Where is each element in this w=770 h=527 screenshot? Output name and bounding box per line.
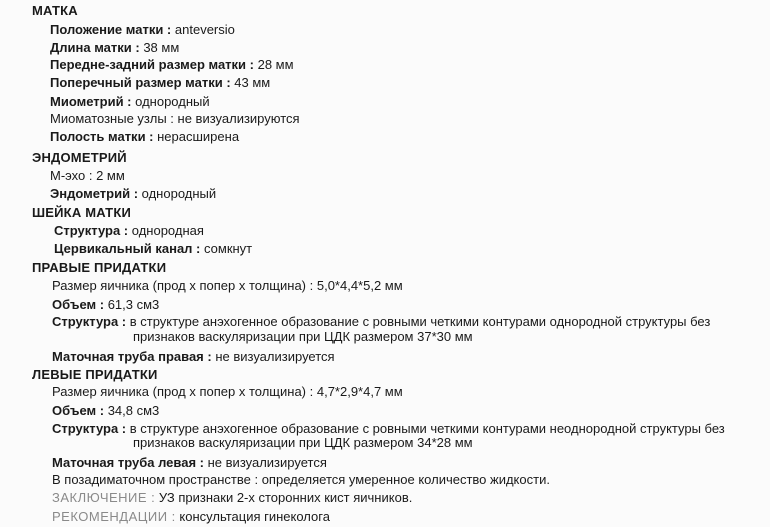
conclusion-row	[52, 490, 412, 505]
endometrium-value: однородный	[141, 186, 217, 201]
retrouterine-label: В позадиматочном пространстве :	[52, 472, 259, 487]
right-ovary-structure-label: Структура :	[52, 314, 127, 329]
left-ovary-structure-label: Структура :	[52, 421, 127, 436]
recommendation-row	[52, 509, 330, 524]
left-ovary-size-value: 4,7*2,9*4,7 мм	[316, 384, 403, 399]
right-ovary-size-label: Размер яичника (прод х попер х толщина) :	[52, 278, 314, 293]
uterus-ap-label: Передне-задний размер матки :	[50, 57, 254, 72]
uterus-transverse-value: 43 мм	[234, 75, 271, 90]
right-tube-value: не визуализируется	[215, 349, 335, 364]
uterus-myometrium-row	[50, 94, 210, 109]
uterus-cavity-value: нерасширена	[157, 129, 240, 144]
left-ovary-size-label: Размер яичника (прод х попер х толщина) :	[52, 384, 314, 399]
uterus-myometrium-label: Миометрий :	[50, 94, 132, 109]
m-echo-value: 2 мм	[96, 168, 125, 183]
cervix-structure-row	[54, 223, 204, 238]
uterus-ap-row	[50, 57, 294, 72]
left-ovary-volume-value: 34,8 см3	[107, 403, 160, 418]
uterus-heading: МАТКА	[32, 3, 78, 18]
cervical-canal-value: сомкнут	[204, 241, 253, 256]
right-ovary-structure-line2: признаков васкуляризации при ЦДК размером 37*30 мм	[133, 329, 473, 344]
m-echo-row	[50, 168, 125, 183]
right-ovary-volume-label: Объем :	[52, 297, 105, 312]
left-tube-label: Маточная труба левая :	[52, 455, 204, 470]
right-ovary-size-row	[52, 278, 403, 293]
uterus-position-row	[50, 22, 235, 37]
endometrium-row	[50, 186, 216, 201]
uterus-myomatous-value: не визуализируются	[177, 111, 300, 126]
conclusion-label: ЗАКЛЮЧЕНИЕ :	[52, 490, 156, 505]
left-ovary-structure-row	[52, 421, 725, 436]
conclusion-value: УЗ признаки 2-х сторонних кист яичников.	[158, 490, 413, 505]
right-ovary-size-value: 5,0*4,4*5,2 мм	[316, 278, 403, 293]
left-ovary-size-row	[52, 384, 403, 399]
cervix-structure-label: Структура :	[54, 223, 129, 238]
retrouterine-row	[52, 472, 550, 487]
uterus-transverse-row	[50, 75, 270, 90]
right-ovary-structure-line1: в структуре анэхогенное образование с ровными четкими контурами однородной структуры без	[129, 314, 711, 329]
uterus-length-row	[50, 40, 179, 55]
cervical-canal-label: Цервикальный канал :	[54, 241, 201, 256]
left-ovary-structure-line1: в структуре анэхогенное образование с ровными четкими контурами неоднородной структуры без	[129, 421, 725, 436]
cervix-structure-value: однородная	[131, 223, 204, 238]
uterus-transverse-label: Поперечный размер матки :	[50, 75, 231, 90]
m-echo-label: М-эхо :	[50, 168, 93, 183]
cervix-heading: ШЕЙКА МАТКИ	[32, 205, 132, 220]
endometrium-label: Эндометрий :	[50, 186, 139, 201]
right-adnexa-heading: ПРАВЫЕ ПРИДАТКИ	[32, 260, 167, 275]
uterus-length-value: 38 мм	[143, 40, 180, 55]
uterus-cavity-label: Полость матки :	[50, 129, 154, 144]
recommendation-label: РЕКОМЕНДАЦИИ :	[52, 509, 176, 524]
uterus-ap-value: 28 мм	[257, 57, 294, 72]
uterus-position-value: anteversio	[174, 22, 235, 37]
uterus-myomatous-row	[50, 111, 300, 126]
endometrium-heading: ЭНДОМЕТРИЙ	[32, 150, 127, 165]
uterus-myometrium-value: однородный	[135, 94, 210, 109]
left-ovary-volume-label: Объем :	[52, 403, 105, 418]
cervical-canal-row	[54, 241, 252, 256]
uterus-cavity-row	[50, 129, 239, 144]
left-tube-value: не визуализируется	[207, 455, 327, 470]
left-ovary-structure-line2: признаков васкуляризации при ЦДК размером 34*28 мм	[133, 435, 473, 450]
left-ovary-volume-row	[52, 403, 159, 418]
uterus-myomatous-label: Миоматозные узлы :	[50, 111, 174, 126]
uterus-position-label: Положение матки :	[50, 22, 172, 37]
recommendation-value: консультация гинеколога	[179, 509, 330, 524]
right-tube-row	[52, 349, 335, 364]
uterus-length-label: Длина матки :	[50, 40, 140, 55]
left-tube-row	[52, 455, 327, 470]
right-ovary-volume-value: 61,3 см3	[107, 297, 160, 312]
retrouterine-value: определяется умеренное количество жидкости.	[261, 472, 550, 487]
right-ovary-structure-row	[52, 314, 710, 329]
right-tube-label: Маточная труба правая :	[52, 349, 212, 364]
right-ovary-volume-row	[52, 297, 159, 312]
left-adnexa-heading: ЛЕВЫЕ ПРИДАТКИ	[32, 367, 158, 382]
